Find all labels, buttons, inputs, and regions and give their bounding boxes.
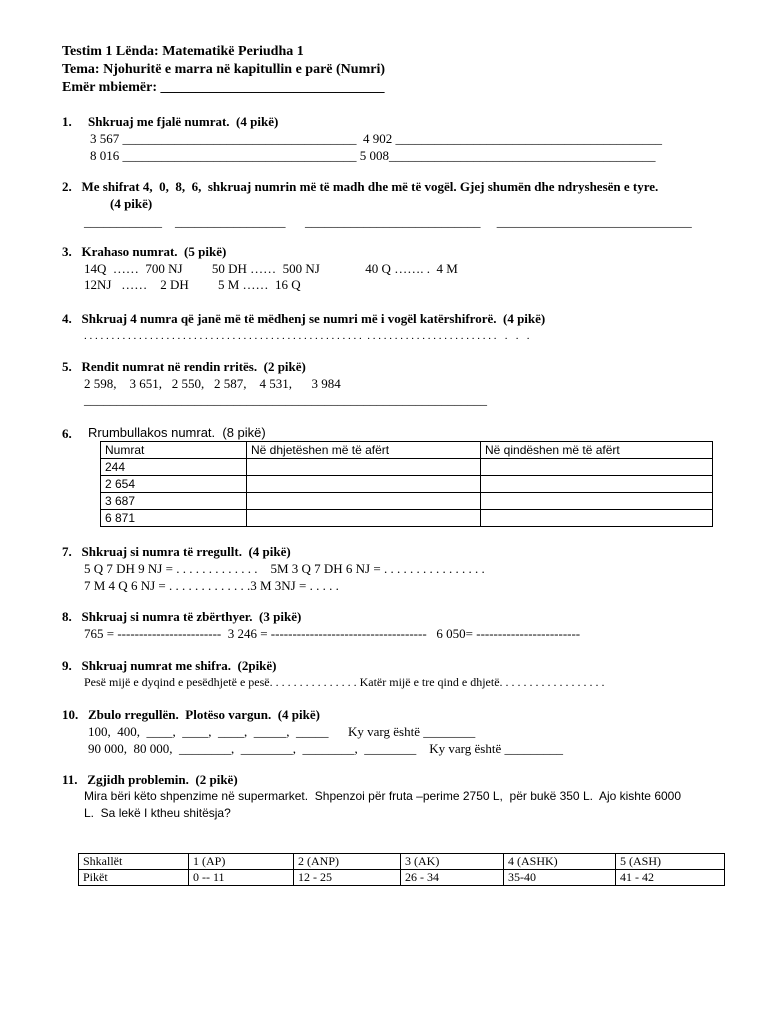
q7-row1: 5 Q 7 DH 9 NJ = . . . . . . . . . . . . . 5M 3 Q 7 DH 6 NJ = . . . . . . . . . . . . . . . . — [84, 561, 485, 576]
table-row — [101, 476, 713, 493]
grading-cell: Pikët — [79, 870, 189, 886]
q11-title: 11. Zgjidh problemin. (2 pikë) — [62, 772, 238, 787]
q4-dots: . . . . . . . . . . . . . . . . . . . . . . . . . . . . . . . . . . . . . . . . . . . . . . . . . . . . . . . . . . . . . . . . . . . . . . . . . . . . . . — [84, 330, 530, 342]
table-row — [101, 459, 713, 476]
grading-cell: 41 - 42 — [616, 870, 725, 886]
q8-row1: 765 = ------------------------ 3 246 = ------------------------------------ 6 050= ------------------------ — [84, 626, 581, 641]
q6-number: 6. — [62, 426, 72, 441]
q1-row2: 8 016 ____________________________________ 5 008_________________________________________ — [90, 148, 656, 163]
grading-cell: 2 (ANP) — [294, 854, 401, 870]
q2-points: (4 pikë) — [110, 196, 153, 211]
rounding-table — [100, 441, 713, 527]
row-number: 6 871 — [101, 510, 247, 527]
answer-cell[interactable] — [481, 459, 713, 476]
q10-row1: 100, 400, ____, ____, ____, _____, _____ Ky varg është ________ — [88, 724, 476, 739]
header-dhjeteshe: Në dhjetëshen më të afërt — [247, 442, 481, 459]
grading-row-points — [79, 870, 725, 886]
q3-title: 3. Krahaso numrat. (5 pikë) — [62, 244, 227, 259]
header-numrat: Numrat — [101, 442, 247, 459]
q2-title: 2. Me shifrat 4, 0, 8, 6, shkruaj numrin më të madh dhe më të vogël. Gjej shumën dhe ndryshesën e tyre. — [62, 179, 659, 194]
q5-answer-line: ______________________________________________________________ — [84, 392, 487, 407]
grading-cell: 1 (AP) — [189, 854, 294, 870]
header-title: Testim 1 Lënda: Matematikë Periudha 1 — [62, 44, 304, 59]
grading-cell: 4 (ASHK) — [504, 854, 616, 870]
q9-row1: Pesë mijë e dyqind e pesëdhjetë e pesë. . . . . . . . . . . . . . . Katër mijë e tre qind e dhjetë. . . . . . . . . . . . . . . . . . — [84, 675, 605, 689]
grading-cell: 12 - 25 — [294, 870, 401, 886]
grading-cell: 0 -- 11 — [189, 870, 294, 886]
grading-cell: 3 (AK) — [401, 854, 504, 870]
answer-cell[interactable] — [247, 493, 481, 510]
header-topic: Tema: Njohuritë e marra në kapitullin e parë (Numri) — [62, 62, 385, 77]
answer-cell[interactable] — [247, 459, 481, 476]
q6-title: Rrumbullakos numrat. (8 pikë) — [88, 425, 266, 440]
q5-title: 5. Rendit numrat në rendin rritës. (2 pikë) — [62, 359, 306, 374]
answer-cell[interactable] — [247, 476, 481, 493]
grading-cell: 35-40 — [504, 870, 616, 886]
grading-row-levels — [79, 854, 725, 870]
q3-row2: 12NJ …… 2 DH 5 M …… 16 Q — [84, 277, 301, 292]
q7-title: 7. Shkruaj si numra të rregullt. (4 pikë) — [62, 544, 291, 559]
q11-row2: L. Sa lekë I ktheu shitësja? — [84, 806, 231, 820]
grading-cell: 5 (ASH) — [616, 854, 725, 870]
table-header-row — [101, 442, 713, 459]
answer-cell[interactable] — [481, 493, 713, 510]
q1-row1: 3 567 ____________________________________ 4 902 _________________________________________ — [90, 131, 662, 146]
grading-table — [78, 853, 725, 886]
grading-cell: Shkallët — [79, 854, 189, 870]
q7-row2: 7 M 4 Q 6 NJ = . . . . . . . . . . . . .3 M 3NJ = . . . . . — [84, 578, 339, 593]
q9-title: 9. Shkruaj numrat me shifra. (2pikë) — [62, 658, 277, 673]
q10-row2: 90 000, 80 000, ________, ________, ________, ________ Ky varg është _________ — [88, 741, 563, 756]
q10-title: 10. Zbulo rregullën. Plotëso vargun. (4 pikë) — [62, 707, 320, 722]
grading-cell: 26 - 34 — [401, 870, 504, 886]
row-number: 2 654 — [101, 476, 247, 493]
q3-row1: 14Q …… 700 NJ 50 DH …… 500 NJ 40 Q ……. . 4 M — [84, 261, 458, 276]
answer-cell[interactable] — [481, 510, 713, 527]
q11-row1: Mira bëri këto shpenzime në supermarket. Shpenzoi për fruta –perime 2750 L, për bukë 350 L. Ajo kishte 6000 — [84, 789, 682, 803]
q1-title: 1. Shkruaj me fjalë numrat. (4 pikë) — [62, 114, 279, 129]
answer-cell[interactable] — [247, 510, 481, 527]
header-qindeshe: Në qindëshen më të afërt — [481, 442, 713, 459]
table-row — [101, 493, 713, 510]
q4-title: 4. Shkruaj 4 numra që janë më të mëdhenj se numri më i vogël katërshifrorë. (4 pikë) — [62, 311, 546, 326]
q2-answer-lines: ____________ _________________ ___________________________ ______________________________ — [84, 214, 692, 229]
row-number: 244 — [101, 459, 247, 476]
table-row — [101, 510, 713, 527]
header-name-field: Emër mbiemër: ________________________________ — [62, 80, 385, 95]
answer-cell[interactable] — [481, 476, 713, 493]
row-number: 3 687 — [101, 493, 247, 510]
q8-title: 8. Shkruaj si numra të zbërthyer. (3 pikë) — [62, 609, 302, 624]
q5-numbers: 2 598, 3 651, 2 550, 2 587, 4 531, 3 984 — [84, 376, 341, 391]
